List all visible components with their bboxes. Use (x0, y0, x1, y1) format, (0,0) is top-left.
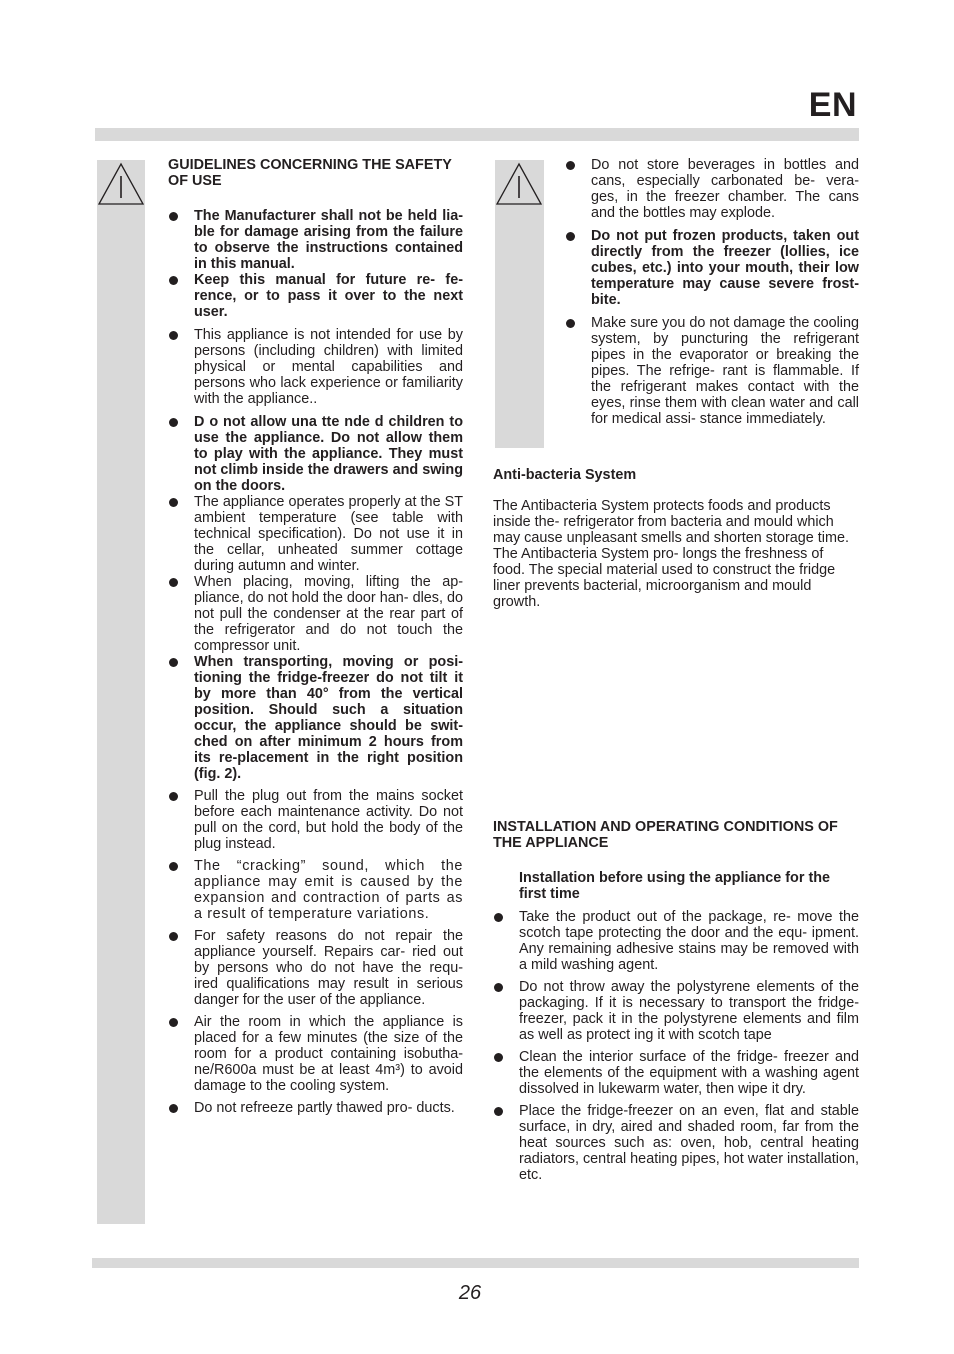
freezer-warnings-section (565, 157, 859, 427)
list-item: When transporting, moving or posi- tioning the fridge-freezer do not tilt it by more than 40° from the vertical position. Should such a situation occur, the appliance should be swit- ched on after minimum 2 hours from its re-placement in the right position (fig. 2). (168, 654, 463, 782)
warning-triangle-icon (495, 162, 543, 206)
list-item: Take the product out of the package, re- move the scotch tape protecting the door and the equ- ipment. Any remaining adhesive stains may be removed with a mild washing agent. (493, 909, 859, 973)
list-item: Keep this manual for future re- fe- rence, or to pass it over to the next user. (168, 272, 463, 320)
list-item: This appliance is not intended for use by persons (including children) with limited physical or mental capabilities and persons who lack experience or familiarity with the appliance.. (168, 327, 463, 407)
antibacteria-body: The Antibacteria System protects foods and products inside the- refrigerator from bacteria and mould which may cause unpleasant smells and shorten storage time. The Antibacteria System pro- longs the freshness of food. The special material used to construct the fridge liner prevents bacterial, microorganism and mould growth. (493, 498, 849, 610)
list-item: For safety reasons do not repair the appliance yourself. Repairs car- ried out by persons who do not have the requ- ired qualifications may result in serious danger for the user of the appliance. (168, 928, 463, 1008)
list-item: When placing, moving, lifting the ap- pliance, do not hold the door han- dles, do not pull the condenser at the rear part of the refrigerator and do not touch the compressor unit. (168, 574, 463, 654)
list-item: Do not store beverages in bottles and cans, especially carbonated be- vera- ges, in the freezer chamber. The cans and the bottles may explode. (565, 157, 859, 221)
list-item: Do not throw away the polystyrene elements of the packaging. If it is necessary to transport the fridge-freezer, pack it in the polystyrene elements and film as well as protect ing it with scotch tape (493, 979, 859, 1043)
list-item: Place the fridge-freezer on an even, flat and stable surface, in dry, aired and shaded room, far from the heat sources such as: oven, hob, central heating radiators, central heating pipes, hot water installation, etc. (493, 1103, 859, 1183)
list-item: Clean the interior surface of the fridge- freezer and the elements of the equipment with a washing agent dissolved in lukewarm water, then wipe it dry. (493, 1049, 859, 1097)
safety-guidelines-section (168, 157, 463, 1116)
page-number: 26 (458, 1282, 482, 1304)
installation-list (493, 909, 859, 1183)
list-item: Air the room in which the appliance is placed for a few minutes (the size of the room for a product containing isobutha- ne/R600a must be at least 4m³) to avoid damage to the cooling system. (168, 1014, 463, 1094)
antibacteria-heading: Anti-bacteria System (493, 467, 637, 483)
list-item: Make sure you do not damage the cooling system, by puncturing the refrigerant pipes in the evaporator or breaking the pipes. The refrige- rant is flammable. If the refrigerant makes contact with the eyes, rinse them with clean water and call for medical assi- stance immediately. (565, 315, 859, 427)
list-item: Do not put frozen products, taken out directly from the freezer (lollies, ice cubes, etc.) into your mouth, their low temperature may cause severe frost-bite. (565, 228, 859, 308)
footer-bar (92, 1258, 859, 1268)
list-item: The Manufacturer shall not be held lia- ble for damage arising from the failure to observe the instructions contained in this manual. (168, 208, 463, 272)
list-item: D o not allow una tte nde d children to use the appliance. Do not allow them to play with the appliance. They must not climb inside the drawers and swing on the doors. (168, 414, 463, 494)
warning-triangle-icon (97, 162, 145, 206)
safety-heading: GUIDELINES CONCERNING THE SAFETY OF USE (168, 157, 452, 189)
right-column (493, 467, 859, 1183)
list-item: Do not refreeze partly thawed pro- ducts. (168, 1100, 463, 1116)
safety-list (168, 208, 463, 1116)
freezer-warnings-list (565, 157, 859, 427)
language-code: EN (808, 86, 857, 124)
installation-subheading: Installation before using the appliance for the first time (519, 870, 831, 902)
list-item: Pull the plug out from the mains socket before each maintenance activity. Do not pull on the cord, but hold the body of the plug instead. (168, 788, 463, 852)
installation-heading: INSTALLATION AND OPERATING CONDITIONS OF THE APPLIANCE (493, 819, 838, 851)
list-item: The “cracking” sound, which the appliance may emit is caused by the expansion and contraction of parts as a result of temperature variations. (168, 858, 463, 922)
left-warning-strip (97, 160, 145, 1224)
list-item: The appliance operates properly at the ST ambient temperature (see table with technical specification). Do not use it in the cellar, unheated summer cottage during autumn and winter. (168, 494, 463, 574)
header-bar (95, 128, 859, 141)
